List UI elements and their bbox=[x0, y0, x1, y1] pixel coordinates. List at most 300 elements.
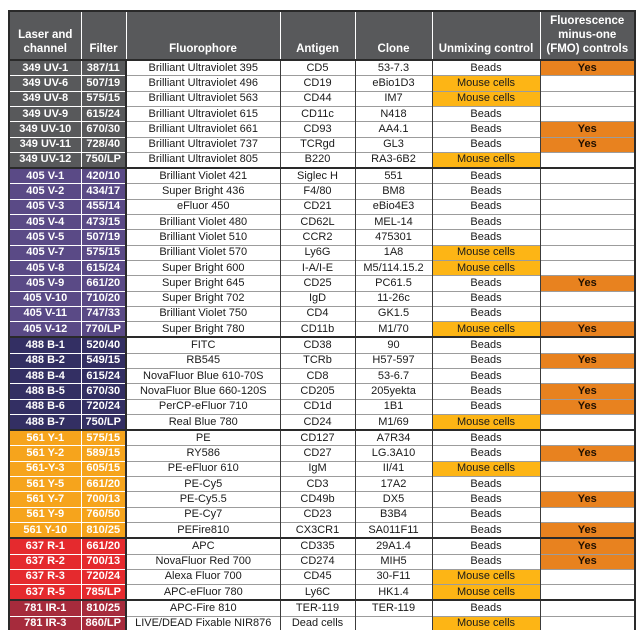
clone-cell: B3B4 bbox=[355, 507, 432, 522]
fmo-control-cell: Yes bbox=[540, 322, 635, 338]
antigen-cell: IgD bbox=[280, 291, 355, 306]
fluorophore-cell: Super Bright 436 bbox=[126, 184, 280, 199]
filter-cell: 760/50 bbox=[81, 507, 126, 522]
clone-cell: TER-119 bbox=[355, 600, 432, 616]
laser-channel-cell: 781 IR-1 bbox=[9, 600, 81, 616]
laser-channel-cell: 349 UV-12 bbox=[9, 152, 81, 168]
unmixing-control-cell: Beads bbox=[432, 507, 540, 522]
table-row bbox=[9, 199, 635, 214]
fmo-control-cell bbox=[540, 76, 635, 91]
filter-cell: 670/30 bbox=[81, 384, 126, 399]
table-row bbox=[9, 91, 635, 106]
clone-cell: MEL-14 bbox=[355, 215, 432, 230]
fluorophore-cell: RB545 bbox=[126, 353, 280, 368]
antigen-cell: CD1d bbox=[280, 399, 355, 414]
unmixing-control-cell: Beads bbox=[432, 522, 540, 538]
filter-cell: 700/13 bbox=[81, 554, 126, 569]
filter-cell: 473/15 bbox=[81, 215, 126, 230]
fluorophore-cell: APC-Fire 810 bbox=[126, 600, 280, 616]
antigen-cell: I-A/I-E bbox=[280, 260, 355, 275]
table-row bbox=[9, 399, 635, 414]
clone-cell: DX5 bbox=[355, 492, 432, 507]
clone-cell: 30-F11 bbox=[355, 569, 432, 584]
laser-channel-cell: 405 V-4 bbox=[9, 215, 81, 230]
fmo-control-cell: Yes bbox=[540, 446, 635, 461]
laser-channel-cell: 349 UV-10 bbox=[9, 122, 81, 137]
table-row bbox=[9, 507, 635, 522]
antigen-cell: CD5 bbox=[280, 60, 355, 76]
unmixing-control-cell: Mouse cells bbox=[432, 569, 540, 584]
table-row bbox=[9, 152, 635, 168]
table-row bbox=[9, 446, 635, 461]
fmo-control-cell bbox=[540, 168, 635, 184]
filter-cell: 810/25 bbox=[81, 522, 126, 538]
filter-cell: 770/LP bbox=[81, 322, 126, 338]
clone-cell: AA4.1 bbox=[355, 122, 432, 137]
clone-cell: PC61.5 bbox=[355, 276, 432, 291]
laser-channel-cell: 405 V-1 bbox=[9, 168, 81, 184]
flow-panel-table bbox=[8, 10, 636, 630]
clone-cell: M5/114.15.2 bbox=[355, 260, 432, 275]
filter-cell: 750/LP bbox=[81, 152, 126, 168]
fmo-control-cell bbox=[540, 260, 635, 275]
filter-cell: 575/15 bbox=[81, 245, 126, 260]
filter-cell: 710/20 bbox=[81, 291, 126, 306]
table-row bbox=[9, 353, 635, 368]
fmo-control-cell bbox=[540, 585, 635, 601]
unmixing-control-cell: Beads bbox=[432, 215, 540, 230]
fluorophore-cell: Alexa Fluor 700 bbox=[126, 569, 280, 584]
clone-cell bbox=[355, 616, 432, 630]
fluorophore-cell: Super Bright 780 bbox=[126, 322, 280, 338]
fluorophore-cell: NovaFluor Blue 660-120S bbox=[126, 384, 280, 399]
antigen-cell: CD335 bbox=[280, 538, 355, 554]
fmo-control-cell bbox=[540, 414, 635, 430]
fluorophore-cell: Brilliant Ultraviolet 615 bbox=[126, 106, 280, 121]
antigen-cell: CD24 bbox=[280, 414, 355, 430]
table-row bbox=[9, 260, 635, 275]
table-row bbox=[9, 522, 635, 538]
fluorophore-cell: PE-Cy5 bbox=[126, 477, 280, 492]
fluorophore-cell: Brilliant Ultraviolet 496 bbox=[126, 76, 280, 91]
fluorophore-cell: APC-eFluor 780 bbox=[126, 585, 280, 601]
unmixing-control-cell: Beads bbox=[432, 199, 540, 214]
fluorophore-cell: Brilliant Ultraviolet 395 bbox=[126, 60, 280, 76]
fluorophore-cell: LIVE/DEAD Fixable NIR876 bbox=[126, 616, 280, 630]
unmixing-control-cell: Beads bbox=[432, 600, 540, 616]
laser-channel-cell: 561-Y-3 bbox=[9, 461, 81, 476]
fmo-control-cell bbox=[540, 569, 635, 584]
fluorophore-cell: PE bbox=[126, 430, 280, 446]
table-row bbox=[9, 322, 635, 338]
filter-cell: 661/20 bbox=[81, 477, 126, 492]
fluorophore-cell: NovaFluor Blue 610-70S bbox=[126, 368, 280, 383]
laser-channel-cell: 488 B-7 bbox=[9, 414, 81, 430]
clone-cell: 475301 bbox=[355, 230, 432, 245]
table-row bbox=[9, 245, 635, 260]
fmo-control-cell: Yes bbox=[540, 384, 635, 399]
antigen-cell: CD93 bbox=[280, 122, 355, 137]
fmo-control-cell: Yes bbox=[540, 137, 635, 152]
filter-cell: 615/24 bbox=[81, 260, 126, 275]
clone-cell: N418 bbox=[355, 106, 432, 121]
table-row bbox=[9, 384, 635, 399]
unmixing-control-cell: Beads bbox=[432, 291, 540, 306]
antigen-cell: TCRgd bbox=[280, 137, 355, 152]
clone-cell: MIH5 bbox=[355, 554, 432, 569]
unmixing-control-cell: Beads bbox=[432, 306, 540, 321]
laser-channel-cell: 781 IR-3 bbox=[9, 616, 81, 630]
filter-cell: 507/19 bbox=[81, 230, 126, 245]
fluorophore-cell: NovaFluor Red 700 bbox=[126, 554, 280, 569]
unmixing-control-cell: Beads bbox=[432, 276, 540, 291]
antigen-cell: CD127 bbox=[280, 430, 355, 446]
fluorophore-cell: PE-eFluor 610 bbox=[126, 461, 280, 476]
laser-channel-cell: 561 Y-2 bbox=[9, 446, 81, 461]
filter-cell: 520/40 bbox=[81, 337, 126, 353]
table-row bbox=[9, 554, 635, 569]
antigen-cell: CD45 bbox=[280, 569, 355, 584]
fluorophore-cell: Brilliant Violet 510 bbox=[126, 230, 280, 245]
antigen-cell: Ly6C bbox=[280, 585, 355, 601]
table-row bbox=[9, 230, 635, 245]
table-row bbox=[9, 291, 635, 306]
unmixing-control-cell: Beads bbox=[432, 384, 540, 399]
table-body bbox=[9, 60, 635, 630]
clone-cell: GK1.5 bbox=[355, 306, 432, 321]
fmo-control-cell bbox=[540, 430, 635, 446]
fmo-control-cell bbox=[540, 184, 635, 199]
laser-channel-cell: 405 V-10 bbox=[9, 291, 81, 306]
unmixing-control-cell: Mouse cells bbox=[432, 260, 540, 275]
clone-cell: 53-6.7 bbox=[355, 368, 432, 383]
fmo-control-cell: Yes bbox=[540, 276, 635, 291]
laser-channel-cell: 488 B-6 bbox=[9, 399, 81, 414]
unmixing-control-cell: Beads bbox=[432, 230, 540, 245]
fluorophore-cell: Brilliant Violet 570 bbox=[126, 245, 280, 260]
unmixing-control-cell: Mouse cells bbox=[432, 245, 540, 260]
laser-channel-cell: 637 R-1 bbox=[9, 538, 81, 554]
fmo-control-cell bbox=[540, 368, 635, 383]
laser-channel-cell: 349 UV-1 bbox=[9, 60, 81, 76]
filter-cell: 605/15 bbox=[81, 461, 126, 476]
antigen-cell: CD38 bbox=[280, 337, 355, 353]
fluorophore-cell: Super Bright 645 bbox=[126, 276, 280, 291]
filter-cell: 615/24 bbox=[81, 368, 126, 383]
fmo-control-cell bbox=[540, 306, 635, 321]
table-row bbox=[9, 585, 635, 601]
table-row bbox=[9, 76, 635, 91]
table-row bbox=[9, 492, 635, 507]
antigen-cell: IgM bbox=[280, 461, 355, 476]
unmixing-control-cell: Beads bbox=[432, 60, 540, 76]
table-row bbox=[9, 600, 635, 616]
clone-cell: 29A1.4 bbox=[355, 538, 432, 554]
fmo-control-cell bbox=[540, 616, 635, 630]
antigen-cell: Ly6G bbox=[280, 245, 355, 260]
antigen-cell: B220 bbox=[280, 152, 355, 168]
clone-cell: 551 bbox=[355, 168, 432, 184]
col-header-unmixing-control: Unmixing control bbox=[432, 11, 540, 60]
table-row bbox=[9, 430, 635, 446]
antigen-cell: CD8 bbox=[280, 368, 355, 383]
clone-cell: SA011F11 bbox=[355, 522, 432, 538]
unmixing-control-cell: Mouse cells bbox=[432, 585, 540, 601]
antigen-cell: CD62L bbox=[280, 215, 355, 230]
filter-cell: 575/15 bbox=[81, 430, 126, 446]
clone-cell: GL3 bbox=[355, 137, 432, 152]
col-header-fluorophore: Fluorophore bbox=[126, 11, 280, 60]
table-row bbox=[9, 168, 635, 184]
unmixing-control-cell: Beads bbox=[432, 492, 540, 507]
fmo-control-cell bbox=[540, 600, 635, 616]
laser-channel-cell: 561 Y-7 bbox=[9, 492, 81, 507]
fmo-control-cell: Yes bbox=[540, 122, 635, 137]
antigen-cell: CX3CR1 bbox=[280, 522, 355, 538]
fluorophore-cell: Brilliant Ultraviolet 563 bbox=[126, 91, 280, 106]
laser-channel-cell: 637 R-3 bbox=[9, 569, 81, 584]
fmo-control-cell bbox=[540, 477, 635, 492]
fluorophore-cell: PerCP-eFluor 710 bbox=[126, 399, 280, 414]
antigen-cell: CD21 bbox=[280, 199, 355, 214]
clone-cell: BM8 bbox=[355, 184, 432, 199]
antigen-cell: CCR2 bbox=[280, 230, 355, 245]
fluorophore-cell: Real Blue 780 bbox=[126, 414, 280, 430]
unmixing-control-cell: Beads bbox=[432, 337, 540, 353]
unmixing-control-cell: Beads bbox=[432, 122, 540, 137]
antigen-cell: CD27 bbox=[280, 446, 355, 461]
antigen-cell: CD274 bbox=[280, 554, 355, 569]
antigen-cell: CD11c bbox=[280, 106, 355, 121]
clone-cell: 90 bbox=[355, 337, 432, 353]
filter-cell: 661/20 bbox=[81, 276, 126, 291]
fmo-control-cell bbox=[540, 106, 635, 121]
clone-cell: 11-26c bbox=[355, 291, 432, 306]
filter-cell: 700/13 bbox=[81, 492, 126, 507]
filter-cell: 549/15 bbox=[81, 353, 126, 368]
fmo-control-cell bbox=[540, 199, 635, 214]
laser-channel-cell: 405 V-8 bbox=[9, 260, 81, 275]
fluorophore-cell: Brilliant Violet 421 bbox=[126, 168, 280, 184]
unmixing-control-cell: Mouse cells bbox=[432, 322, 540, 338]
fmo-control-cell bbox=[540, 152, 635, 168]
antigen-cell: CD23 bbox=[280, 507, 355, 522]
filter-cell: 420/10 bbox=[81, 168, 126, 184]
filter-cell: 728/40 bbox=[81, 137, 126, 152]
fmo-control-cell: Yes bbox=[540, 538, 635, 554]
unmixing-control-cell: Beads bbox=[432, 399, 540, 414]
laser-channel-cell: 488 B-4 bbox=[9, 368, 81, 383]
laser-channel-cell: 405 V-5 bbox=[9, 230, 81, 245]
clone-cell: 1B1 bbox=[355, 399, 432, 414]
antigen-cell: CD49b bbox=[280, 492, 355, 507]
laser-channel-cell: 561 Y-10 bbox=[9, 522, 81, 538]
clone-cell: eBio4E3 bbox=[355, 199, 432, 214]
antigen-cell: Siglec H bbox=[280, 168, 355, 184]
clone-cell: RA3-6B2 bbox=[355, 152, 432, 168]
col-header-clone: Clone bbox=[355, 11, 432, 60]
laser-channel-cell: 349 UV-9 bbox=[9, 106, 81, 121]
table-row bbox=[9, 306, 635, 321]
fluorophore-cell: eFluor 450 bbox=[126, 199, 280, 214]
fmo-control-cell bbox=[540, 291, 635, 306]
clone-cell: A7R34 bbox=[355, 430, 432, 446]
clone-cell: M1/69 bbox=[355, 414, 432, 430]
unmixing-control-cell: Beads bbox=[432, 538, 540, 554]
laser-channel-cell: 488 B-1 bbox=[9, 337, 81, 353]
table-row bbox=[9, 414, 635, 430]
table-row bbox=[9, 276, 635, 291]
laser-channel-cell: 405 V-11 bbox=[9, 306, 81, 321]
filter-cell: 785/LP bbox=[81, 585, 126, 601]
clone-cell: H57-597 bbox=[355, 353, 432, 368]
table-row bbox=[9, 461, 635, 476]
fluorophore-cell: PE-Cy7 bbox=[126, 507, 280, 522]
fmo-control-cell bbox=[540, 91, 635, 106]
fmo-control-cell bbox=[540, 245, 635, 260]
fmo-control-cell bbox=[540, 230, 635, 245]
filter-cell: 434/17 bbox=[81, 184, 126, 199]
laser-channel-cell: 488 B-2 bbox=[9, 353, 81, 368]
table-row bbox=[9, 368, 635, 383]
fluorophore-cell: Super Bright 702 bbox=[126, 291, 280, 306]
unmixing-control-cell: Beads bbox=[432, 184, 540, 199]
antigen-cell: CD205 bbox=[280, 384, 355, 399]
filter-cell: 670/30 bbox=[81, 122, 126, 137]
fluorophore-cell: Brilliant Ultraviolet 661 bbox=[126, 122, 280, 137]
laser-channel-cell: 637 R-5 bbox=[9, 585, 81, 601]
fmo-control-cell: Yes bbox=[540, 60, 635, 76]
clone-cell: II/41 bbox=[355, 461, 432, 476]
laser-channel-cell: 637 R-2 bbox=[9, 554, 81, 569]
fmo-control-cell: Yes bbox=[540, 554, 635, 569]
unmixing-control-cell: Beads bbox=[432, 554, 540, 569]
fmo-control-cell: Yes bbox=[540, 353, 635, 368]
laser-channel-cell: 561 Y-5 bbox=[9, 477, 81, 492]
fmo-control-cell: Yes bbox=[540, 399, 635, 414]
unmixing-control-cell: Beads bbox=[432, 446, 540, 461]
clone-cell: LG.3A10 bbox=[355, 446, 432, 461]
filter-cell: 615/24 bbox=[81, 106, 126, 121]
laser-channel-cell: 561 Y-9 bbox=[9, 507, 81, 522]
filter-cell: 575/15 bbox=[81, 91, 126, 106]
laser-channel-cell: 405 V-3 bbox=[9, 199, 81, 214]
antigen-cell: CD3 bbox=[280, 477, 355, 492]
antigen-cell: CD11b bbox=[280, 322, 355, 338]
antigen-cell: Dead cells bbox=[280, 616, 355, 630]
laser-channel-cell: 405 V-2 bbox=[9, 184, 81, 199]
table-row bbox=[9, 60, 635, 76]
clone-cell: 17A2 bbox=[355, 477, 432, 492]
filter-cell: 720/24 bbox=[81, 399, 126, 414]
unmixing-control-cell: Beads bbox=[432, 168, 540, 184]
clone-cell: 205yekta bbox=[355, 384, 432, 399]
unmixing-control-cell: Beads bbox=[432, 106, 540, 121]
filter-cell: 455/14 bbox=[81, 199, 126, 214]
table-row bbox=[9, 184, 635, 199]
clone-cell: HK1.4 bbox=[355, 585, 432, 601]
fmo-control-cell bbox=[540, 337, 635, 353]
laser-channel-cell: 405 V-12 bbox=[9, 322, 81, 338]
table-row bbox=[9, 477, 635, 492]
unmixing-control-cell: Beads bbox=[432, 477, 540, 492]
table-row bbox=[9, 337, 635, 353]
table-row bbox=[9, 106, 635, 121]
unmixing-control-cell: Beads bbox=[432, 430, 540, 446]
antigen-cell: CD4 bbox=[280, 306, 355, 321]
clone-cell: M1/70 bbox=[355, 322, 432, 338]
fluorophore-cell: Brilliant Violet 750 bbox=[126, 306, 280, 321]
unmixing-control-cell: Beads bbox=[432, 368, 540, 383]
col-header-filter: Filter bbox=[81, 11, 126, 60]
antigen-cell: TER-119 bbox=[280, 600, 355, 616]
filter-cell: 661/20 bbox=[81, 538, 126, 554]
unmixing-control-cell: Beads bbox=[432, 353, 540, 368]
filter-cell: 507/19 bbox=[81, 76, 126, 91]
table-row bbox=[9, 215, 635, 230]
col-header-fmo-controls: Fluorescence minus-one (FMO) controls bbox=[540, 11, 635, 60]
unmixing-control-cell: Mouse cells bbox=[432, 91, 540, 106]
antigen-cell: TCRb bbox=[280, 353, 355, 368]
laser-channel-cell: 349 UV-6 bbox=[9, 76, 81, 91]
laser-channel-cell: 405 V-9 bbox=[9, 276, 81, 291]
fluorophore-cell: APC bbox=[126, 538, 280, 554]
fmo-control-cell bbox=[540, 507, 635, 522]
clone-cell: 53-7.3 bbox=[355, 60, 432, 76]
unmixing-control-cell: Mouse cells bbox=[432, 76, 540, 91]
filter-cell: 860/LP bbox=[81, 616, 126, 630]
fluorophore-cell: Brilliant Ultraviolet 805 bbox=[126, 152, 280, 168]
table-header bbox=[9, 11, 635, 60]
fluorophore-cell: PE-Cy5.5 bbox=[126, 492, 280, 507]
table-row bbox=[9, 569, 635, 584]
table-row bbox=[9, 122, 635, 137]
laser-channel-cell: 349 UV-11 bbox=[9, 137, 81, 152]
col-header-antigen: Antigen bbox=[280, 11, 355, 60]
table-row bbox=[9, 616, 635, 630]
unmixing-control-cell: Mouse cells bbox=[432, 414, 540, 430]
antigen-cell: CD19 bbox=[280, 76, 355, 91]
fluorophore-cell: RY586 bbox=[126, 446, 280, 461]
fluorophore-cell: FITC bbox=[126, 337, 280, 353]
col-header-laser-channel: Laser and channel bbox=[9, 11, 81, 60]
unmixing-control-cell: Beads bbox=[432, 137, 540, 152]
fmo-control-cell bbox=[540, 461, 635, 476]
fluorophore-cell: PEFire810 bbox=[126, 522, 280, 538]
clone-cell: IM7 bbox=[355, 91, 432, 106]
fluorophore-cell: Brilliant Violet 480 bbox=[126, 215, 280, 230]
antigen-cell: CD25 bbox=[280, 276, 355, 291]
filter-cell: 810/25 bbox=[81, 600, 126, 616]
filter-cell: 747/33 bbox=[81, 306, 126, 321]
filter-cell: 750/LP bbox=[81, 414, 126, 430]
fmo-control-cell: Yes bbox=[540, 522, 635, 538]
laser-channel-cell: 405 V-7 bbox=[9, 245, 81, 260]
filter-cell: 720/24 bbox=[81, 569, 126, 584]
fmo-control-cell: Yes bbox=[540, 492, 635, 507]
clone-cell: eBio1D3 bbox=[355, 76, 432, 91]
laser-channel-cell: 349 UV-8 bbox=[9, 91, 81, 106]
filter-cell: 589/15 bbox=[81, 446, 126, 461]
antigen-cell: CD44 bbox=[280, 91, 355, 106]
fmo-control-cell bbox=[540, 215, 635, 230]
unmixing-control-cell: Mouse cells bbox=[432, 616, 540, 630]
fluorophore-cell: Brilliant Ultraviolet 737 bbox=[126, 137, 280, 152]
filter-cell: 387/11 bbox=[81, 60, 126, 76]
table-row bbox=[9, 538, 635, 554]
fluorophore-cell: Super Bright 600 bbox=[126, 260, 280, 275]
unmixing-control-cell: Mouse cells bbox=[432, 461, 540, 476]
